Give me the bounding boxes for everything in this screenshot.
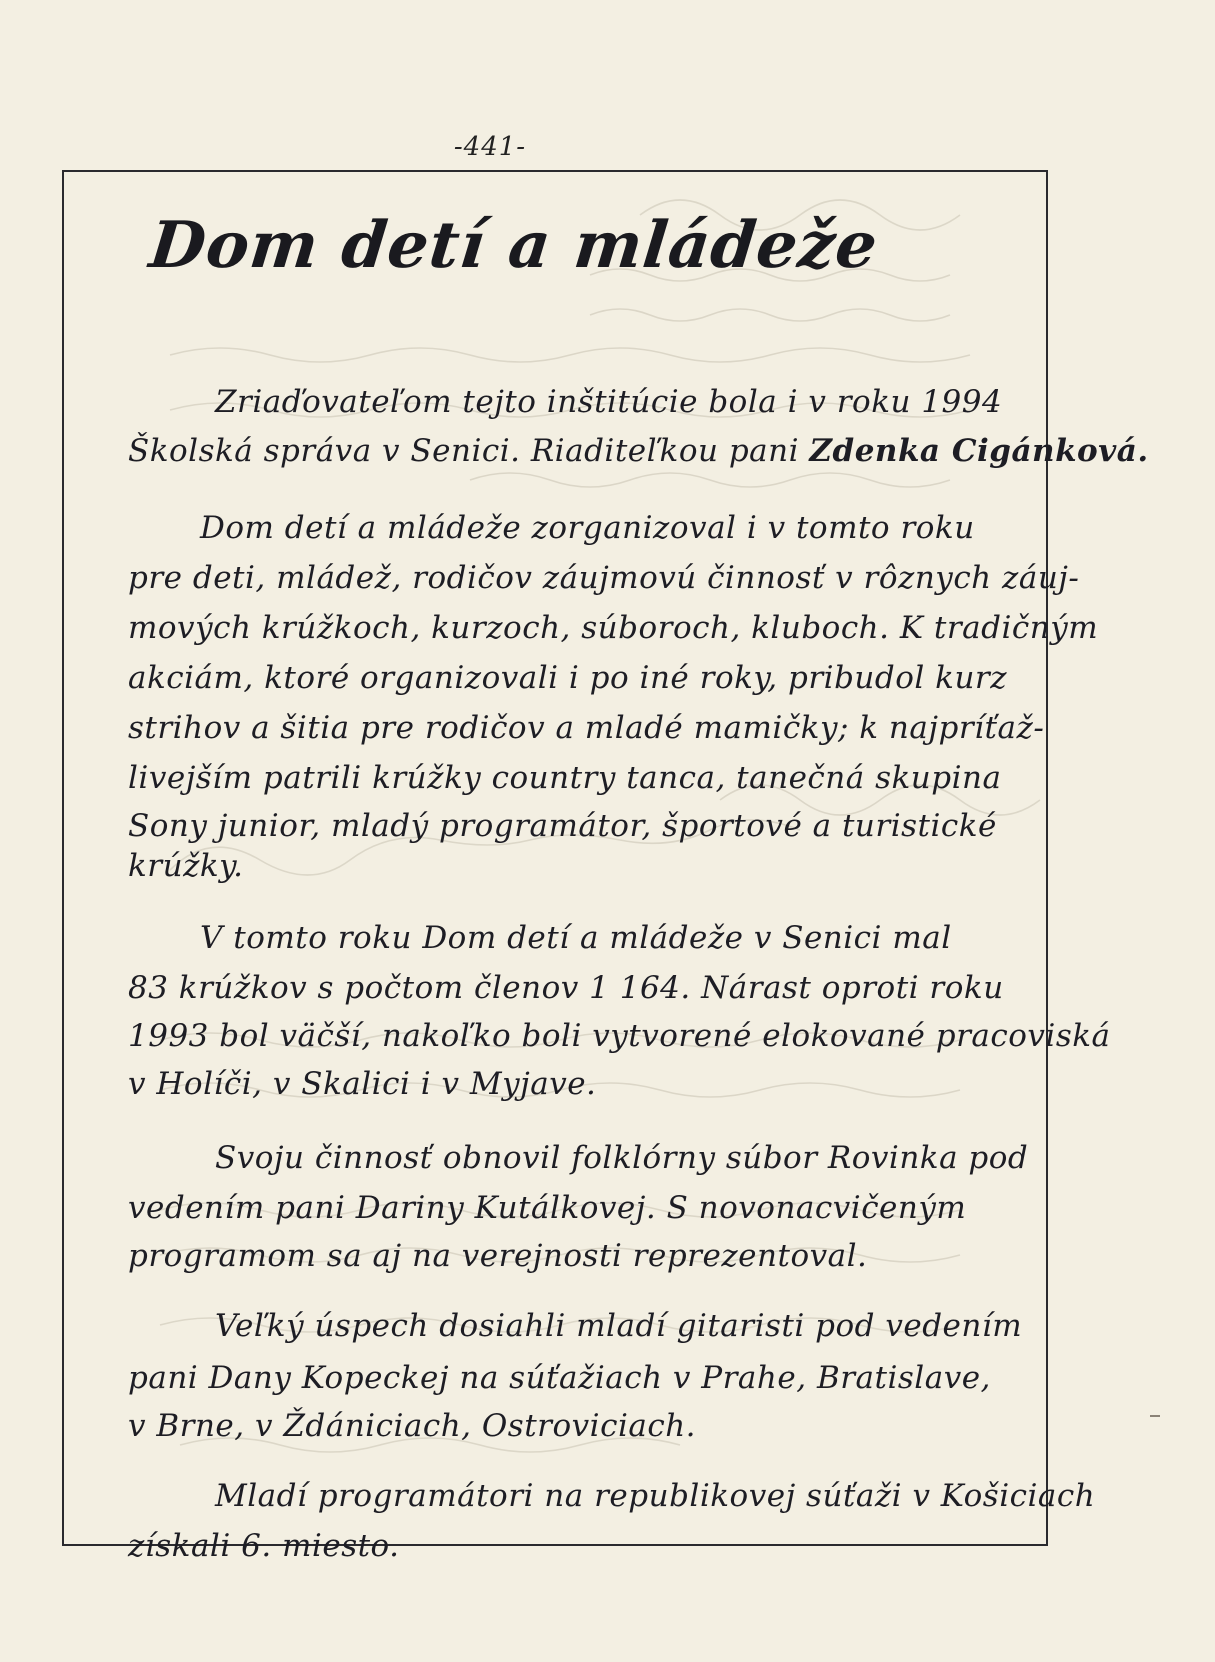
page-title: Dom detí a mládeže — [146, 208, 882, 283]
text-line-part: Školská správa v Senici. Riaditeľkou pani — [128, 433, 800, 469]
text-line: programom sa aj na verejnosti reprezentoval. — [128, 1238, 868, 1274]
text-line: Zriaďovateľom tejto inštitúcie bola i v roku 1994 — [215, 384, 1003, 420]
text-line: Sony junior, mladý programátor, športové a turistické — [128, 808, 997, 844]
director-name: Zdenka Cigánková. — [809, 433, 1149, 469]
page-number: -441- — [453, 132, 527, 162]
text-line: V tomto roku Dom detí a mládeže v Senici mal — [200, 920, 952, 956]
text-line: získali 6. miesto. — [128, 1528, 400, 1564]
text-line: pre deti, mládež, rodičov záujmovú činnosť v rôznych záuj- — [128, 560, 1080, 596]
text-line: pani Dany Kopeckej na súťažiach v Prahe, Bratislave, — [128, 1360, 991, 1396]
text-line: v Brne, v Ždániciach, Ostroviciach. — [128, 1408, 697, 1444]
text-line: Veľký úspech dosiahli mladí gitaristi pod vedením — [215, 1308, 1023, 1344]
text-line: 1993 bol väčší, nakoľko boli vytvorené elokované pracoviská — [128, 1018, 1111, 1054]
text-line: livejším patrili krúžky country tanca, tanečná skupina — [128, 760, 1002, 796]
text-line: akciám, ktoré organizovali i po iné roky, pribudol kurz — [128, 660, 1008, 696]
text-line: vedením pani Dariny Kutálkovej. S novonacvičeným — [128, 1190, 967, 1226]
text-line: Svoju činnosť obnovil folklórny súbor Rovinka pod — [215, 1140, 1029, 1176]
text-line: Dom detí a mládeže zorganizoval i v tomto roku — [200, 510, 975, 546]
text-line: 83 krúžkov s počtom členov 1 164. Nárast oproti roku — [128, 970, 1004, 1006]
text-line: krúžky. — [128, 848, 244, 884]
text-line — [128, 433, 1149, 469]
margin-mark — [1150, 1415, 1160, 1417]
text-line: Mladí programátori na republikovej súťaži v Košiciach — [215, 1478, 1096, 1514]
text-line: strihov a šitia pre rodičov a mladé mamičky; k najpríťaž- — [128, 710, 1045, 746]
text-line: v Holíči, v Skalici i v Myjave. — [128, 1066, 597, 1102]
text-line: mových krúžkoch, kurzoch, súboroch, kluboch. K tradičným — [128, 610, 1099, 646]
